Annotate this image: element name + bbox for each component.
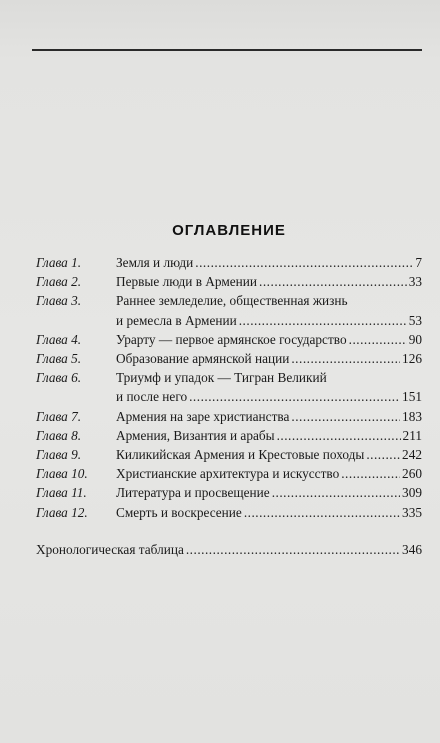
toc-line xyxy=(116,407,422,426)
toc-line xyxy=(36,540,422,559)
toc-page-number: 183 xyxy=(402,408,422,424)
chapter-title: Армения, Византия и арабы xyxy=(116,427,275,443)
leader-dots xyxy=(259,272,407,291)
toc-entry xyxy=(36,291,422,329)
leader-dots xyxy=(341,464,400,483)
toc-entry xyxy=(36,407,422,426)
toc-title: ОГЛАВЛЕНИЕ xyxy=(172,222,286,239)
toc-page-number: 346 xyxy=(402,541,422,557)
chapter-title: Земля и люди xyxy=(116,255,194,270)
chapter-label: Глава 10. xyxy=(36,466,88,482)
chapter-title: и после него xyxy=(116,389,188,405)
top-rule xyxy=(32,49,422,51)
toc-entry xyxy=(36,368,422,406)
chapter-label: Глава 11. xyxy=(36,485,87,501)
toc-line xyxy=(116,272,422,291)
toc-page-number: 211 xyxy=(402,427,422,443)
chapter-label: Глава 2. xyxy=(36,274,82,290)
toc-entry xyxy=(36,483,422,502)
toc-page-number: 151 xyxy=(402,389,422,405)
chapter-label: Глава 4. xyxy=(36,331,82,347)
toc-page-number: 90 xyxy=(408,331,422,347)
leader-dots xyxy=(291,349,400,368)
toc-entry xyxy=(36,349,422,368)
toc-page-number: 7 xyxy=(415,255,422,270)
chapter-label: Глава 5. xyxy=(36,351,82,367)
toc-page-number: 126 xyxy=(402,351,422,367)
chapter-title: Раннее земледелие, общественная жизнь xyxy=(116,293,348,309)
toc-entry-body xyxy=(116,368,422,406)
toc-entry xyxy=(36,253,422,272)
toc-entry-chronology xyxy=(36,540,422,559)
toc-line xyxy=(116,253,422,272)
toc-entry-body xyxy=(116,445,422,464)
chapter-title: Смерть и воскресение xyxy=(116,504,242,520)
chapter-label: Глава 6. xyxy=(36,370,82,386)
chapter-label: Глава 1. xyxy=(36,255,82,270)
chapter-title: Армения на заре христианства xyxy=(116,408,290,424)
toc-line xyxy=(116,368,422,387)
toc-line xyxy=(116,503,422,522)
toc-entries xyxy=(36,253,422,522)
chapter-title: Урарту — первое армянское государство xyxy=(116,331,347,347)
leader-dots xyxy=(186,540,400,559)
toc-entry xyxy=(36,445,422,464)
toc-entry-body xyxy=(116,291,422,329)
chapter-title: и ремесла в Армении xyxy=(116,312,237,328)
chapter-title: Киликийская Армения и Крестовые походы xyxy=(116,447,365,463)
toc-line xyxy=(116,349,422,368)
chapter-label: Глава 8. xyxy=(36,427,82,443)
toc-page-number: 53 xyxy=(408,312,422,328)
toc-entry-body xyxy=(116,253,422,272)
toc-entry xyxy=(36,272,422,291)
toc-entry-body xyxy=(36,540,422,559)
leader-dots xyxy=(291,407,400,426)
toc-line xyxy=(116,483,422,502)
chapter-label: Глава 9. xyxy=(36,447,82,463)
toc-entry-body xyxy=(116,349,422,368)
toc-page-number: 260 xyxy=(402,466,422,482)
toc-entry-body xyxy=(116,503,422,522)
toc-line xyxy=(116,426,422,445)
toc-page-number: 33 xyxy=(408,274,422,290)
chapter-title: Образование армянской нации xyxy=(116,351,290,367)
chapter-title: Триумф и упадок — Тигран Великий xyxy=(116,370,327,386)
toc-entry-body xyxy=(116,483,422,502)
toc-entry-body xyxy=(116,272,422,291)
leader-dots xyxy=(366,445,400,464)
chapter-label: Глава 12. xyxy=(36,504,88,520)
toc-entry xyxy=(36,330,422,349)
chapter-title: Литература и просвещение xyxy=(116,485,270,501)
chapter-title: Первые люди в Армении xyxy=(116,274,258,290)
leader-dots xyxy=(195,253,413,272)
leader-dots xyxy=(244,503,400,522)
leader-dots xyxy=(189,387,400,406)
leader-dots xyxy=(349,330,407,349)
toc-line xyxy=(116,330,422,349)
toc-entry-body xyxy=(116,426,422,445)
table-of-contents xyxy=(36,222,422,559)
toc-line xyxy=(116,387,422,406)
toc-entry xyxy=(36,426,422,445)
toc-line xyxy=(116,311,422,330)
toc-page-number: 309 xyxy=(402,485,422,501)
toc-entry-body xyxy=(116,330,422,349)
leader-dots xyxy=(277,426,401,445)
toc-line xyxy=(116,445,422,464)
toc-entry xyxy=(36,503,422,522)
chapter-title: Христианские архитектура и искусство xyxy=(116,466,340,482)
chapter-label: Глава 7. xyxy=(36,408,82,424)
toc-page-number: 335 xyxy=(402,504,422,520)
toc-page-number: 242 xyxy=(402,447,422,463)
toc-entry xyxy=(36,464,422,483)
toc-entry-body xyxy=(116,407,422,426)
toc-entry-text: Хронологическая таблица xyxy=(36,541,184,557)
leader-dots xyxy=(239,311,407,330)
toc-line xyxy=(116,291,422,310)
toc-line xyxy=(116,464,422,483)
toc-entry-body xyxy=(116,464,422,483)
leader-dots xyxy=(272,483,400,502)
chapter-label: Глава 3. xyxy=(36,293,82,309)
